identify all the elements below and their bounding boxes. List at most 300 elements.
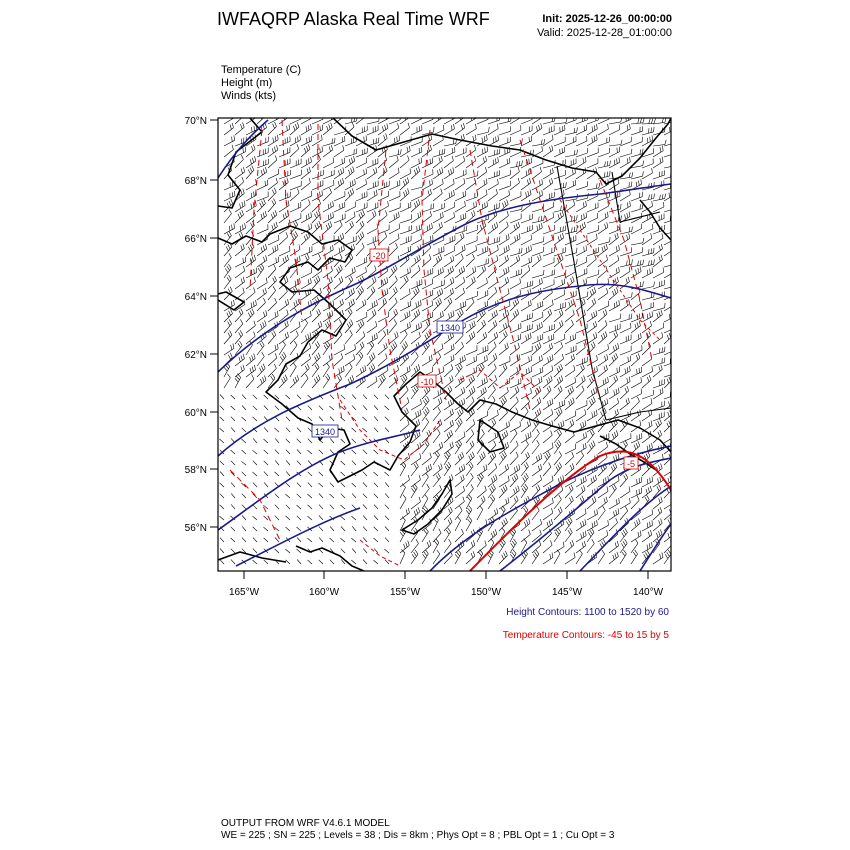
wind-barb bbox=[389, 309, 398, 322]
wind-barb bbox=[565, 226, 577, 234]
temp-label-minus20: -20 bbox=[372, 251, 386, 261]
wind-barb bbox=[242, 450, 247, 454]
wind-barb bbox=[224, 123, 234, 135]
wind-barb bbox=[422, 355, 432, 366]
wind-barb bbox=[488, 179, 498, 190]
wind-barb bbox=[352, 493, 356, 498]
wind-barb bbox=[642, 399, 652, 411]
wind-barb bbox=[565, 452, 574, 465]
wind-barb bbox=[268, 210, 277, 223]
wind-barb bbox=[466, 192, 477, 201]
wind-barb bbox=[455, 464, 465, 476]
wind-barb bbox=[400, 156, 409, 169]
wind-barb bbox=[565, 320, 574, 333]
wind-barb bbox=[631, 377, 642, 388]
wind-barb bbox=[532, 223, 542, 234]
lat-label: 56°N bbox=[184, 523, 207, 534]
wind-barb bbox=[286, 471, 290, 476]
wind-barb bbox=[587, 355, 597, 366]
wind-barb bbox=[499, 277, 509, 289]
wind-barb bbox=[374, 527, 378, 531]
wind-barb bbox=[389, 224, 400, 235]
wind-barb bbox=[356, 312, 367, 322]
wind-barb bbox=[235, 123, 244, 136]
wind-barb bbox=[224, 145, 233, 157]
wind-barb bbox=[543, 212, 554, 223]
wind-barb bbox=[609, 204, 621, 212]
wind-barb bbox=[444, 507, 452, 520]
wind-barb bbox=[330, 395, 334, 399]
wind-barb bbox=[275, 450, 279, 454]
wind-barb bbox=[307, 450, 312, 454]
wind-barb bbox=[620, 299, 630, 311]
wind-barb bbox=[257, 310, 267, 322]
wind-barb bbox=[631, 519, 640, 532]
wind-barb bbox=[275, 460, 279, 465]
wind-barb bbox=[231, 538, 235, 542]
wind-barb bbox=[378, 166, 387, 179]
wind-barb bbox=[220, 483, 224, 487]
wind-barb bbox=[642, 127, 654, 135]
wind-barb bbox=[521, 313, 532, 322]
wind-barb bbox=[253, 538, 257, 542]
wind-barb bbox=[352, 505, 356, 509]
wind-barb bbox=[455, 529, 464, 542]
wind-barb bbox=[356, 286, 364, 300]
wind-barb bbox=[323, 170, 334, 179]
wind-barb bbox=[576, 222, 586, 234]
wind-barb bbox=[598, 530, 608, 542]
wind-barb bbox=[488, 375, 497, 388]
wind-barb bbox=[422, 312, 433, 322]
wind-barb bbox=[653, 194, 666, 201]
wind-barb bbox=[587, 321, 597, 333]
wind-barb bbox=[631, 441, 640, 454]
wind-barb bbox=[466, 171, 478, 179]
wind-barb bbox=[510, 309, 519, 322]
wind-barb bbox=[565, 248, 577, 256]
wind-barb bbox=[275, 516, 279, 520]
wind-barb bbox=[444, 202, 455, 212]
wind-barb bbox=[609, 255, 619, 267]
wind-barb bbox=[400, 541, 409, 553]
wind-barb bbox=[341, 483, 345, 487]
wind-barb bbox=[499, 485, 507, 498]
wind-barb bbox=[466, 225, 478, 234]
wind-barb bbox=[378, 134, 387, 147]
wind-barb bbox=[330, 417, 334, 422]
wind-barb bbox=[334, 145, 344, 157]
wind-barb bbox=[367, 353, 375, 366]
wind-barb bbox=[488, 237, 500, 246]
model-info-line1: OUTPUT FROM WRF V4.6.1 MODEL bbox=[221, 818, 390, 829]
wind-barb bbox=[488, 135, 499, 146]
wind-barb bbox=[587, 397, 595, 410]
wind-barb bbox=[235, 257, 246, 267]
wind-barb bbox=[488, 410, 498, 421]
wind-barb bbox=[422, 407, 429, 421]
wind-barb bbox=[477, 278, 487, 289]
wind-barb bbox=[224, 253, 231, 267]
wind-barb bbox=[297, 428, 301, 432]
wind-barb bbox=[543, 202, 554, 212]
chart-title: IWFAQRP Alaska Real Time WRF bbox=[217, 9, 490, 29]
wind-barb bbox=[532, 464, 542, 476]
wind-barb bbox=[543, 343, 553, 355]
wind-barb bbox=[598, 237, 610, 245]
wind-barb bbox=[411, 199, 420, 212]
wind-barb bbox=[543, 300, 553, 311]
wind-barb bbox=[444, 298, 452, 311]
wind-barb bbox=[543, 386, 551, 399]
model-info-line2: WE = 225 ; SN = 225 ; Levels = 38 ; Dis = 8km ; Phys Opt = 8 ; PBL Opt = 1 ; Cu Opt = 3 bbox=[221, 830, 615, 841]
wind-barb bbox=[543, 168, 553, 179]
wind-barb bbox=[510, 214, 521, 223]
wind-barb bbox=[301, 354, 311, 366]
wind-barb bbox=[275, 472, 279, 476]
wind-barb bbox=[246, 321, 255, 333]
wind-barb bbox=[510, 452, 518, 465]
wind-barb bbox=[664, 369, 676, 377]
wind-barb bbox=[587, 311, 597, 323]
wind-barb bbox=[334, 202, 345, 212]
wind-barb bbox=[466, 331, 475, 344]
wind-barb bbox=[334, 158, 345, 168]
wind-barb bbox=[411, 114, 422, 124]
wind-barb bbox=[264, 560, 268, 564]
wind-barb bbox=[400, 236, 411, 245]
wind-barb bbox=[587, 441, 595, 454]
wind-barb bbox=[352, 526, 356, 531]
wind-barb bbox=[422, 223, 432, 234]
wind-barb bbox=[587, 124, 597, 135]
wind-barb bbox=[587, 387, 597, 399]
wind-barb bbox=[411, 300, 421, 311]
wind-barb bbox=[587, 115, 599, 124]
wind-barb bbox=[389, 332, 398, 345]
wind-barb bbox=[499, 211, 509, 223]
wind-barb bbox=[433, 203, 444, 212]
wind-barb bbox=[307, 494, 312, 498]
wind-barb bbox=[554, 137, 565, 146]
wind-barb bbox=[220, 439, 225, 443]
wind-barb bbox=[279, 178, 288, 190]
wind-barb bbox=[488, 342, 496, 355]
wind-barb bbox=[323, 138, 335, 146]
lon-label: 140°W bbox=[632, 587, 664, 598]
field-temperature-label: Temperature (C) bbox=[221, 64, 302, 76]
wind-barb bbox=[385, 527, 389, 532]
lat-label: 70°N bbox=[184, 116, 207, 127]
wind-barb bbox=[319, 527, 323, 531]
wind-barb bbox=[231, 406, 235, 410]
wind-barb bbox=[653, 347, 665, 355]
wind-barb bbox=[598, 244, 608, 256]
wind-barb bbox=[510, 248, 522, 256]
wind-barb bbox=[576, 364, 585, 377]
wind-barb bbox=[455, 497, 464, 509]
wind-barb bbox=[279, 246, 290, 256]
wind-barb bbox=[642, 321, 652, 333]
wind-barb bbox=[334, 265, 342, 278]
wind-barb bbox=[433, 288, 443, 300]
wind-barb bbox=[400, 508, 410, 520]
wind-barb bbox=[286, 417, 290, 421]
wind-barb bbox=[499, 116, 511, 124]
wind-barb bbox=[444, 255, 454, 267]
wind-barb bbox=[455, 156, 465, 168]
wind-barb bbox=[433, 280, 444, 289]
wind-barb bbox=[499, 331, 507, 344]
wind-barb bbox=[268, 114, 279, 125]
wind-barb bbox=[268, 135, 278, 146]
wind-barb bbox=[576, 235, 587, 245]
wind-barb bbox=[341, 395, 345, 399]
wind-barb bbox=[587, 234, 597, 245]
wind-barb bbox=[301, 157, 311, 168]
wind-barb bbox=[477, 167, 487, 179]
wind-barb bbox=[554, 440, 561, 454]
wind-barb bbox=[521, 473, 528, 487]
wind-barb bbox=[268, 364, 276, 377]
wind-barb bbox=[510, 191, 521, 201]
wind-barb bbox=[290, 322, 300, 333]
wind-barb bbox=[664, 300, 674, 311]
wind-barb bbox=[664, 214, 676, 223]
wind-barb bbox=[422, 203, 434, 212]
wind-barb bbox=[345, 212, 355, 223]
wind-barb bbox=[411, 158, 422, 169]
wind-barb bbox=[308, 395, 313, 399]
lat-label: 62°N bbox=[184, 350, 207, 361]
wind-barb bbox=[367, 167, 377, 179]
wind-barb bbox=[334, 344, 345, 355]
wind-barb bbox=[664, 312, 675, 323]
wind-barb bbox=[433, 222, 443, 234]
wind-barb bbox=[400, 475, 410, 487]
wind-barb bbox=[642, 354, 652, 366]
field-winds-label: Winds (kts) bbox=[221, 90, 276, 102]
wind-barb bbox=[253, 549, 257, 553]
wind-barb bbox=[268, 245, 278, 256]
wind-barb bbox=[330, 494, 335, 498]
wind-barb bbox=[400, 420, 409, 433]
wind-barb bbox=[235, 210, 244, 223]
wind-barb bbox=[653, 140, 666, 146]
wind-barb bbox=[554, 320, 563, 333]
wind-barb bbox=[433, 397, 442, 410]
wind-barb bbox=[576, 212, 587, 223]
wind-barb bbox=[301, 246, 312, 256]
wind-barb bbox=[521, 265, 530, 278]
wind-barb bbox=[308, 406, 312, 410]
wind-barb bbox=[330, 505, 334, 509]
wind-barb bbox=[653, 280, 664, 289]
wind-barb bbox=[488, 277, 498, 289]
wind-barb bbox=[488, 385, 496, 399]
wind-barb bbox=[308, 461, 312, 466]
wind-barb bbox=[664, 345, 675, 355]
wind-barb bbox=[323, 310, 333, 322]
wind-barb bbox=[587, 148, 598, 157]
wind-barb bbox=[253, 395, 257, 399]
wind-barb bbox=[576, 519, 586, 531]
wind-barb bbox=[642, 366, 653, 377]
wind-barb bbox=[286, 505, 290, 509]
wind-barb bbox=[290, 159, 301, 169]
wind-barb bbox=[308, 560, 313, 564]
wind-barb bbox=[340, 516, 345, 520]
wind-barb bbox=[466, 345, 477, 355]
wind-barb bbox=[565, 377, 576, 388]
wind-barb bbox=[609, 147, 620, 157]
wind-barb bbox=[664, 357, 675, 366]
wind-barb bbox=[543, 280, 554, 290]
wind-barb bbox=[433, 311, 443, 322]
wind-barb bbox=[242, 439, 247, 443]
wind-barb bbox=[312, 246, 323, 256]
wind-barb bbox=[231, 483, 235, 487]
wind-barb bbox=[374, 560, 379, 564]
wind-barb bbox=[345, 344, 356, 355]
wind-barb bbox=[301, 136, 312, 146]
latitude-labels bbox=[185, 116, 207, 534]
lat-label: 66°N bbox=[184, 234, 207, 245]
wind-barb bbox=[374, 406, 378, 411]
wind-barb bbox=[231, 450, 236, 454]
wind-barb bbox=[499, 126, 511, 135]
wind-barb bbox=[664, 442, 674, 454]
wind-barb bbox=[455, 245, 465, 256]
wind-barb bbox=[352, 461, 356, 465]
wind-barb bbox=[275, 428, 280, 432]
wind-barb bbox=[235, 201, 245, 212]
valid-time: Valid: 2025-12-28_01:00:00 bbox=[537, 27, 672, 39]
wind-barb bbox=[642, 302, 654, 311]
wind-barb bbox=[308, 439, 312, 443]
wind-barb bbox=[455, 213, 466, 223]
wind-barb bbox=[521, 452, 530, 465]
wind-barb bbox=[286, 428, 290, 432]
wind-barb bbox=[488, 287, 497, 300]
wind-barb bbox=[664, 171, 676, 179]
wind-barb bbox=[587, 539, 594, 553]
wind-barb bbox=[554, 342, 563, 355]
wind-barb bbox=[312, 199, 321, 212]
wind-barb bbox=[246, 354, 255, 366]
wind-barb bbox=[253, 406, 257, 410]
wind-barb bbox=[620, 149, 632, 157]
wind-barb bbox=[499, 476, 509, 487]
wind-barb bbox=[576, 201, 586, 212]
wind-barb bbox=[554, 375, 563, 388]
wind-barb bbox=[422, 386, 430, 399]
wind-barb bbox=[235, 155, 243, 168]
wind-barb bbox=[345, 221, 354, 234]
wind-barb bbox=[301, 191, 312, 201]
wind-barb bbox=[231, 427, 235, 432]
wind-barb bbox=[411, 212, 421, 224]
wind-barb bbox=[477, 411, 488, 421]
wind-barb bbox=[411, 332, 420, 344]
wind-barb bbox=[268, 199, 276, 213]
wind-barb bbox=[642, 542, 652, 553]
wind-barb bbox=[268, 169, 279, 179]
wind-barb bbox=[631, 367, 642, 377]
wind-barb bbox=[400, 550, 405, 565]
wind-barb bbox=[499, 181, 510, 190]
wind-barb bbox=[297, 450, 301, 455]
wind-barb bbox=[455, 201, 465, 212]
wind-barb bbox=[532, 453, 542, 465]
wind-barb bbox=[642, 476, 653, 487]
wind-barb bbox=[264, 461, 268, 465]
wind-barb bbox=[352, 394, 356, 399]
wind-barb bbox=[290, 202, 301, 212]
wind-barb bbox=[400, 289, 410, 300]
wind-barb bbox=[385, 472, 390, 476]
wind-barb bbox=[444, 179, 454, 190]
wind-barb bbox=[286, 460, 290, 465]
wind-barb bbox=[653, 268, 664, 279]
wind-barb bbox=[642, 530, 652, 542]
wind-barb bbox=[543, 463, 551, 476]
wind-barb bbox=[554, 542, 564, 553]
wind-barb bbox=[477, 387, 486, 399]
wind-barb bbox=[356, 179, 367, 190]
wind-barb bbox=[352, 549, 356, 554]
wind-barb bbox=[323, 374, 330, 388]
wind-barb bbox=[642, 168, 652, 179]
wind-barb bbox=[620, 539, 627, 553]
wind-barb bbox=[598, 222, 608, 234]
wind-barb bbox=[367, 211, 376, 224]
wind-barb bbox=[268, 188, 276, 201]
wind-barb bbox=[433, 254, 442, 267]
wind-barb bbox=[598, 309, 607, 322]
init-time: Init: 2025-12-26_00:00:00 bbox=[542, 13, 672, 25]
wind-barb bbox=[598, 255, 608, 267]
wind-barb bbox=[598, 148, 609, 157]
wind-barb bbox=[411, 528, 418, 542]
wind-barb bbox=[565, 267, 575, 278]
wind-barb bbox=[275, 505, 279, 509]
wind-barb bbox=[455, 301, 466, 311]
wind-barb bbox=[242, 417, 247, 421]
wind-barb bbox=[543, 116, 555, 124]
wind-barb bbox=[477, 147, 488, 158]
wind-barb bbox=[521, 190, 531, 201]
wind-barb bbox=[323, 114, 334, 124]
wind-barb bbox=[374, 472, 379, 476]
wind-barb bbox=[268, 353, 277, 366]
wind-barb bbox=[631, 409, 641, 421]
wind-barb bbox=[642, 159, 653, 168]
wind-barb bbox=[242, 538, 246, 542]
wind-barb bbox=[488, 432, 498, 443]
lon-label: 165°W bbox=[228, 587, 260, 598]
wind-barb bbox=[466, 156, 476, 168]
wind-barb bbox=[301, 212, 312, 223]
wind-barb bbox=[543, 553, 553, 565]
wind-barb bbox=[363, 461, 367, 465]
wind-barb bbox=[565, 136, 576, 146]
wind-barb bbox=[488, 149, 500, 157]
wind-barb bbox=[363, 494, 367, 498]
wind-barb bbox=[411, 475, 421, 487]
wind-barb bbox=[532, 255, 541, 268]
wind-barb bbox=[510, 378, 521, 388]
